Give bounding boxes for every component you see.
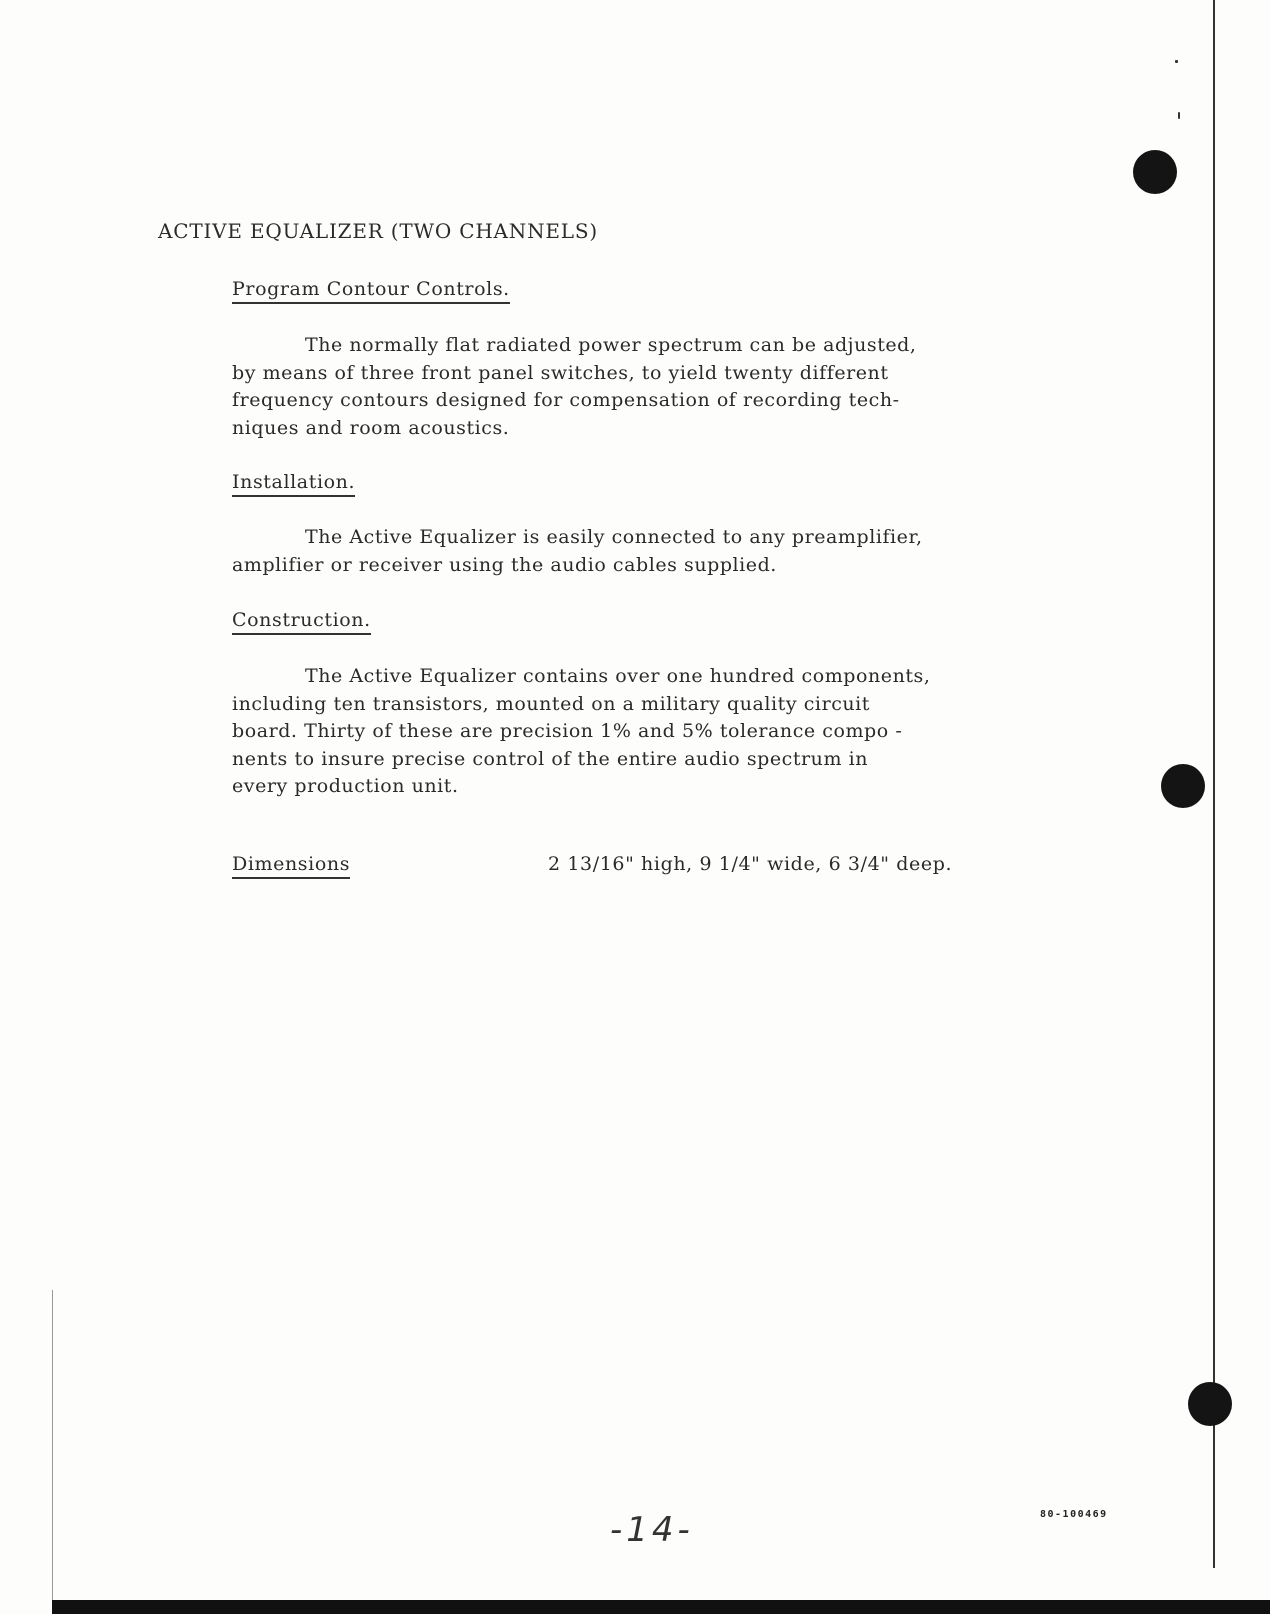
dimensions-value: 2 13/16" high, 9 1/4" wide, 6 3/4" deep.	[548, 853, 953, 875]
body-line: The Active Equalizer is easily connected to any preamplifier,	[305, 526, 923, 548]
scan-speck	[1175, 60, 1178, 63]
page-edge-left	[52, 1290, 53, 1600]
section-body-installation	[232, 524, 1052, 579]
document-title: ACTIVE EQUALIZER (TWO CHANNELS)	[158, 219, 598, 243]
punch-hole-top	[1133, 150, 1177, 194]
section-heading-installation: Installation.	[232, 471, 355, 497]
body-line: frequency contours designed for compensation of recording tech-	[232, 389, 900, 411]
document-id: 80-100469	[1040, 1509, 1108, 1520]
body-line: The Active Equalizer contains over one hundred components,	[305, 665, 931, 687]
section-heading-program-contour: Program Contour Controls.	[232, 278, 510, 304]
scan-speck	[1178, 112, 1180, 119]
page-number: -14-	[610, 1510, 694, 1550]
body-line: including ten transistors, mounted on a military quality circuit	[232, 692, 870, 715]
body-line: by means of three front panel switches, to yield twenty different	[232, 361, 889, 384]
section-body-program-contour	[232, 332, 1052, 442]
body-line: The normally flat radiated power spectrum can be adjusted,	[305, 334, 917, 356]
body-line: nents to insure precise control of the entire audio spectrum in	[232, 747, 869, 770]
section-body-construction	[232, 663, 1052, 801]
page-edge-bottom	[52, 1600, 1270, 1614]
body-line: every production unit.	[232, 775, 459, 797]
punch-hole-bottom	[1188, 1382, 1232, 1426]
page-edge-right	[1213, 0, 1215, 1568]
section-heading-construction: Construction.	[232, 609, 371, 635]
body-line: amplifier or receiver using the audio cables supplied.	[232, 553, 777, 576]
dimensions-label: Dimensions	[232, 853, 350, 879]
body-line: board. Thirty of these are precision 1% and 5% tolerance compo -	[232, 720, 903, 742]
body-line: niques and room acoustics.	[232, 416, 510, 439]
punch-hole-middle	[1161, 764, 1205, 808]
